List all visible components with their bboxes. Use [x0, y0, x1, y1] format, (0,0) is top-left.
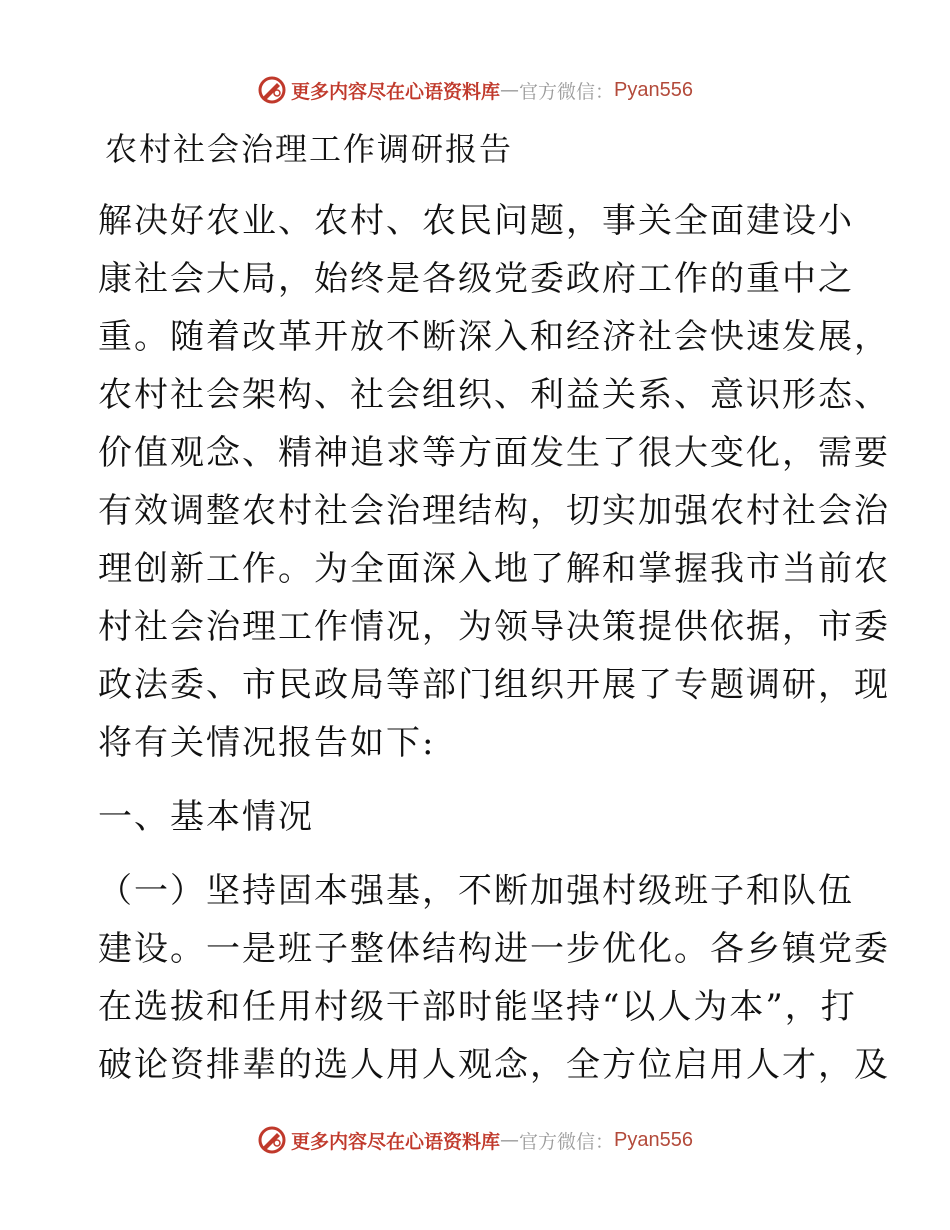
- body-line: 解决好农业、农村、农民问题，事关全面建设小: [98, 201, 854, 241]
- banner-dash: —: [500, 79, 520, 101]
- banner-text: 更多内容尽在心语资料库: [291, 80, 501, 103]
- body-line: 将有关情况报告如下:: [98, 723, 436, 763]
- body-line: 破论资排辈的选人用人观念，全方位启用人才，及: [98, 1045, 890, 1085]
- body-line: 康社会大局，始终是各级党委政府工作的重中之: [98, 259, 854, 299]
- body-line: 有效调整农村社会治理结构，切实加强农村社会治: [98, 491, 890, 531]
- body-line: 建设。一是班子整体结构进一步优化。各乡镇党委: [98, 929, 890, 969]
- body-line: 农村社会架构、社会组织、利益关系、意识形态、: [98, 375, 890, 415]
- body-line: 价值观念、精神追求等方面发生了很大变化，需要: [98, 433, 890, 473]
- body-line: 政法委、市民政局等部门组织开展了专题调研，现: [98, 665, 890, 705]
- banner-wechat-id: Pyan556: [614, 78, 693, 101]
- body-line: 在选拔和任用村级干部时能坚持“以人为本”，打: [98, 987, 857, 1027]
- banner-wechat-label: 官方微信：: [519, 80, 615, 103]
- banner-text: 更多内容尽在心语资料库: [291, 1130, 501, 1153]
- body-line: 重。随着改革开放不断深入和经济社会快速发展，: [98, 317, 890, 357]
- footer-watermark-banner: [0, 1120, 950, 1160]
- banner-wechat-id: Pyan556: [614, 1128, 693, 1151]
- body-line: 理创新工作。为全面深入地了解和掌握我市当前农: [98, 549, 890, 589]
- body-line: 村社会治理工作情况，为领导决策提供依据，市委: [98, 607, 890, 647]
- body-line: （一）坚持固本强基，不断加强村级班子和队伍: [98, 871, 854, 911]
- pen-logo-icon: [257, 75, 287, 105]
- banner-dash: —: [500, 1129, 520, 1151]
- banner-wechat-label: 官方微信：: [519, 1130, 615, 1153]
- document-title: 农村社会治理工作调研报告: [105, 130, 514, 168]
- header-watermark-banner: [0, 70, 950, 110]
- pen-logo-icon: [257, 1125, 287, 1155]
- section-heading: 一、基本情况: [98, 797, 314, 837]
